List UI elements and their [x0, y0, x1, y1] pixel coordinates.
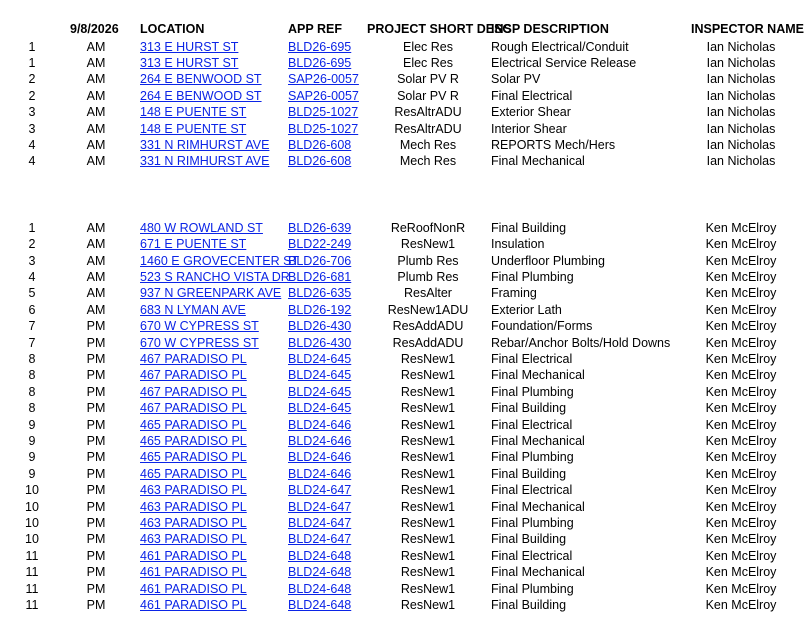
app-ref-link[interactable]: BLD24-645 — [288, 352, 352, 366]
project-short-desc: Mech Res — [399, 154, 457, 169]
row-number: 10 — [25, 483, 39, 498]
inspector-name: Ken McElroy — [705, 581, 777, 596]
table-row — [0, 351, 811, 367]
inspector-name: Ken McElroy — [705, 319, 777, 334]
row-number: 8 — [28, 352, 36, 366]
insp-description: Rough Electrical/Conduit — [491, 39, 629, 54]
insp-description: Final Plumbing — [491, 384, 574, 399]
inspector-name: Ken McElroy — [705, 401, 777, 416]
row-number: 11 — [25, 598, 39, 612]
table-row — [0, 384, 811, 400]
row-time: PM — [86, 335, 106, 350]
table-row — [0, 220, 811, 236]
location-link[interactable]: 461 PARADISO PL — [140, 598, 247, 612]
inspector-name: Ian Nicholas — [706, 137, 776, 152]
location-link[interactable]: 670 W CYPRESS ST — [140, 319, 259, 334]
project-short-desc: ResNew1 — [400, 237, 456, 252]
row-time: PM — [86, 532, 106, 547]
inspector-name: Ian Nicholas — [706, 72, 776, 87]
inspector-name: Ian Nicholas — [706, 105, 776, 120]
header-project-short-desc: PROJECT SHORT DESC — [367, 22, 512, 36]
insp-description: Interior Shear — [491, 121, 567, 136]
project-short-desc: ResAltrADU — [394, 121, 462, 136]
insp-description: Final Electrical — [491, 548, 573, 563]
project-short-desc: ResAlter — [404, 286, 452, 301]
inspector-name: Ken McElroy — [705, 253, 777, 268]
header-date: 9/8/2026 — [70, 22, 119, 36]
app-ref-link[interactable]: SAP26-0057 — [288, 72, 359, 87]
location-link[interactable]: 313 E HURST ST — [140, 39, 239, 54]
inspector-name: Ken McElroy — [705, 352, 777, 366]
app-ref-link[interactable]: BLD24-645 — [288, 384, 352, 399]
app-ref-link[interactable]: BLD26-639 — [288, 220, 352, 235]
project-short-desc: ResAltrADU — [394, 105, 462, 120]
location-link[interactable]: 480 W ROWLAND ST — [140, 220, 263, 235]
row-time: AM — [86, 237, 106, 252]
project-short-desc: ResNew1 — [400, 384, 456, 399]
project-short-desc: ResNew1 — [400, 483, 456, 498]
table-row — [0, 39, 811, 55]
location-link[interactable]: 148 E PUENTE ST — [140, 121, 247, 136]
app-ref-link[interactable]: BLD22-249 — [288, 237, 352, 252]
location-link[interactable]: 683 N LYMAN AVE — [140, 302, 246, 317]
row-number: 9 — [28, 417, 36, 432]
app-ref-link[interactable]: BLD24-645 — [288, 401, 352, 416]
insp-description: Final Building — [491, 220, 567, 235]
row-time: PM — [86, 450, 106, 465]
row-time: PM — [86, 417, 106, 432]
row-number: 4 — [28, 270, 36, 284]
table-row — [0, 581, 811, 597]
table-row — [0, 153, 811, 169]
location-link[interactable]: 331 N RIMHURST AVE — [140, 154, 270, 169]
row-number: 2 — [28, 237, 36, 252]
insp-description: Exterior Lath — [491, 302, 562, 317]
row-number: 3 — [28, 121, 36, 136]
insp-description: Final Electrical — [491, 483, 573, 498]
row-number: 3 — [28, 105, 36, 120]
row-time: AM — [86, 105, 106, 120]
row-number: 2 — [28, 72, 36, 87]
project-short-desc: ReRoofNonR — [390, 220, 466, 235]
row-time: AM — [86, 137, 106, 152]
insp-description: Final Electrical — [491, 352, 573, 366]
location-link[interactable]: 467 PARADISO PL — [140, 401, 247, 416]
app-ref-link[interactable]: BLD24-647 — [288, 499, 352, 514]
insp-description: Final Mechanical — [491, 499, 585, 514]
row-number: 6 — [28, 302, 36, 317]
row-number: 8 — [28, 368, 36, 383]
location-link[interactable]: 465 PARADISO PL — [140, 466, 247, 481]
table-row — [0, 531, 811, 547]
app-ref-link[interactable]: BLD26-681 — [288, 270, 352, 284]
location-link[interactable]: 463 PARADISO PL — [140, 499, 247, 514]
row-time: AM — [86, 270, 106, 284]
table-row — [0, 253, 811, 269]
project-short-desc: ResNew1 — [400, 565, 456, 580]
table-row — [0, 417, 811, 433]
app-ref-link[interactable]: BLD24-645 — [288, 368, 352, 383]
location-link[interactable]: 465 PARADISO PL — [140, 450, 247, 465]
inspector-name: Ken McElroy — [705, 499, 777, 514]
project-short-desc: ResNew1 — [400, 434, 456, 448]
insp-description: Electrical Service Release — [491, 55, 637, 70]
table-row — [0, 499, 811, 515]
app-ref-link[interactable]: BLD26-430 — [288, 319, 352, 334]
inspector-name: Ian Nicholas — [706, 154, 776, 169]
header-insp-description: INSP DESCRIPTION — [491, 22, 609, 36]
row-time: PM — [86, 483, 106, 498]
row-number: 5 — [28, 286, 36, 301]
row-number: 9 — [28, 450, 36, 465]
table-row — [0, 302, 811, 318]
app-ref-link[interactable]: BLD24-648 — [288, 548, 352, 563]
inspector-name: Ken McElroy — [705, 548, 777, 563]
location-link[interactable]: 467 PARADISO PL — [140, 352, 247, 366]
row-number: 8 — [28, 384, 36, 399]
insp-description: Final Electrical — [491, 417, 573, 432]
app-ref-link[interactable]: BLD26-695 — [288, 55, 352, 70]
project-short-desc: ResNew1 — [400, 532, 456, 547]
row-time: PM — [86, 434, 106, 448]
location-link[interactable]: 264 E BENWOOD ST — [140, 88, 262, 103]
header-app-ref: APP REF — [288, 22, 342, 36]
project-short-desc: ResAddADU — [392, 319, 464, 334]
insp-description: Framing — [491, 286, 537, 301]
inspector-name: Ken McElroy — [705, 466, 777, 481]
location-link[interactable]: 463 PARADISO PL — [140, 532, 247, 547]
app-ref-link[interactable]: BLD26-706 — [288, 253, 352, 268]
row-number: 1 — [28, 39, 36, 54]
header-inspector-name: INSPECTOR NAME — [691, 22, 804, 36]
header-location: LOCATION — [140, 22, 205, 36]
table-row — [0, 318, 811, 334]
inspector-name: Ken McElroy — [705, 417, 777, 432]
inspector-name: Ian Nicholas — [706, 88, 776, 103]
location-link[interactable]: 467 PARADISO PL — [140, 368, 247, 383]
inspector-name: Ken McElroy — [705, 237, 777, 252]
inspector-name: Ken McElroy — [705, 532, 777, 547]
inspector-name: Ken McElroy — [705, 516, 777, 530]
insp-description: Final Building — [491, 401, 567, 416]
app-ref-link[interactable]: BLD24-648 — [288, 565, 352, 580]
project-short-desc: Elec Res — [402, 55, 454, 70]
table-row — [0, 71, 811, 87]
location-link[interactable]: 264 E BENWOOD ST — [140, 72, 262, 87]
project-short-desc: Plumb Res — [397, 270, 459, 284]
project-short-desc: ResNew1 — [400, 417, 456, 432]
row-number: 11 — [25, 581, 39, 596]
inspector-name: Ken McElroy — [705, 220, 777, 235]
project-short-desc: Elec Res — [402, 39, 454, 54]
row-time: AM — [86, 286, 106, 301]
row-time: PM — [86, 401, 106, 416]
row-number: 4 — [28, 154, 36, 169]
inspector-name: Ian Nicholas — [706, 121, 776, 136]
app-ref-link[interactable]: BLD24-646 — [288, 450, 352, 465]
insp-description: Final Building — [491, 598, 567, 612]
location-link[interactable]: 148 E PUENTE ST — [140, 105, 247, 120]
app-ref-link[interactable]: BLD24-647 — [288, 483, 352, 498]
app-ref-link[interactable]: BLD25-1027 — [288, 121, 359, 136]
row-time: AM — [86, 302, 106, 317]
row-number: 1 — [28, 220, 36, 235]
row-time: PM — [86, 319, 106, 334]
table-row — [0, 597, 811, 613]
row-number: 7 — [28, 335, 36, 350]
location-link[interactable]: 465 PARADISO PL — [140, 434, 247, 448]
app-ref-link[interactable]: BLD24-646 — [288, 434, 352, 448]
row-number: 1 — [28, 55, 36, 70]
app-ref-link[interactable]: BLD26-430 — [288, 335, 352, 350]
app-ref-link[interactable]: BLD25-1027 — [288, 105, 359, 120]
row-number: 3 — [28, 253, 36, 268]
row-time: PM — [86, 352, 106, 366]
insp-description: Final Plumbing — [491, 450, 574, 465]
row-time: PM — [86, 466, 106, 481]
table-row — [0, 482, 811, 498]
table-row — [0, 548, 811, 564]
row-time: AM — [86, 55, 106, 70]
project-short-desc: ResNew1 — [400, 516, 456, 530]
insp-description: Solar PV — [491, 72, 541, 87]
inspector-name: Ian Nicholas — [706, 55, 776, 70]
insp-description: Rebar/Anchor Bolts/Hold Downs — [491, 335, 671, 350]
row-number: 11 — [25, 565, 39, 580]
table-row — [0, 466, 811, 482]
row-number: 2 — [28, 88, 36, 103]
insp-description: Final Mechanical — [491, 154, 585, 169]
row-time: PM — [86, 581, 106, 596]
table-row — [0, 236, 811, 252]
location-link[interactable]: 1460 E GROVECENTER ST — [140, 253, 300, 268]
table-row — [0, 564, 811, 580]
app-ref-link[interactable]: BLD24-648 — [288, 581, 352, 596]
row-number: 9 — [28, 434, 36, 448]
row-number: 4 — [28, 137, 36, 152]
row-time: PM — [86, 598, 106, 612]
row-time: PM — [86, 368, 106, 383]
app-ref-link[interactable]: BLD24-647 — [288, 516, 352, 530]
app-ref-link[interactable]: BLD24-646 — [288, 466, 352, 481]
insp-description: Final Plumbing — [491, 516, 574, 530]
insp-description: Final Building — [491, 466, 567, 481]
table-row — [0, 269, 811, 285]
insp-description: Final Plumbing — [491, 270, 574, 284]
row-time: PM — [86, 384, 106, 399]
location-link[interactable]: 461 PARADISO PL — [140, 581, 247, 596]
inspector-name: Ken McElroy — [705, 450, 777, 465]
project-short-desc: ResNew1 — [400, 548, 456, 563]
project-short-desc: Mech Res — [399, 137, 457, 152]
row-number: 7 — [28, 319, 36, 334]
app-ref-link[interactable]: BLD26-192 — [288, 302, 352, 317]
location-link[interactable]: 463 PARADISO PL — [140, 516, 247, 530]
project-short-desc: ResNew1 — [400, 466, 456, 481]
app-ref-link[interactable]: BLD24-647 — [288, 532, 352, 547]
inspector-name: Ken McElroy — [705, 384, 777, 399]
project-short-desc: ResNew1 — [400, 450, 456, 465]
table-row — [0, 285, 811, 301]
row-time: PM — [86, 499, 106, 514]
project-short-desc: Solar PV R — [397, 72, 459, 87]
inspector-name: Ken McElroy — [705, 483, 777, 498]
project-short-desc: ResNew1 — [400, 401, 456, 416]
app-ref-link[interactable]: BLD26-608 — [288, 154, 352, 169]
row-number: 9 — [28, 466, 36, 481]
insp-description: Final Plumbing — [491, 581, 574, 596]
inspector-name: Ken McElroy — [705, 368, 777, 383]
row-time: AM — [86, 72, 106, 87]
location-link[interactable]: 937 N GREENPARK AVE — [140, 286, 282, 301]
table-row — [0, 367, 811, 383]
location-link[interactable]: 467 PARADISO PL — [140, 384, 247, 399]
row-time: AM — [86, 154, 106, 169]
row-time: PM — [86, 516, 106, 530]
location-link[interactable]: 523 S RANCHO VISTA DR — [140, 270, 290, 284]
inspector-name: Ken McElroy — [705, 335, 777, 350]
project-short-desc: ResNew1 — [400, 499, 456, 514]
row-number: 8 — [28, 401, 36, 416]
insp-description: Exterior Shear — [491, 105, 571, 120]
table-row — [0, 449, 811, 465]
table-row — [0, 400, 811, 416]
location-link[interactable]: 331 N RIMHURST AVE — [140, 137, 270, 152]
insp-description: Final Mechanical — [491, 434, 585, 448]
project-short-desc: Plumb Res — [397, 253, 459, 268]
inspector-name: Ian Nicholas — [706, 39, 776, 54]
project-short-desc: ResNew1 — [400, 352, 456, 366]
table-row — [0, 55, 811, 71]
inspector-name: Ken McElroy — [705, 270, 777, 284]
app-ref-link[interactable]: SAP26-0057 — [288, 88, 359, 103]
row-time: AM — [86, 220, 106, 235]
location-link[interactable]: 463 PARADISO PL — [140, 483, 247, 498]
insp-description: Final Building — [491, 532, 567, 547]
project-short-desc: ResNew1 — [400, 581, 456, 596]
row-number: 11 — [25, 548, 39, 563]
row-time: AM — [86, 88, 106, 103]
row-number: 10 — [25, 516, 39, 530]
project-short-desc: ResNew1 — [400, 368, 456, 383]
row-time: AM — [86, 39, 106, 54]
row-number: 10 — [25, 499, 39, 514]
insp-description: Final Mechanical — [491, 368, 585, 383]
app-ref-link[interactable]: BLD26-695 — [288, 39, 352, 54]
location-link[interactable]: 670 W CYPRESS ST — [140, 335, 259, 350]
table-row — [0, 88, 811, 104]
project-short-desc: ResNew1 — [400, 598, 456, 612]
row-number: 10 — [25, 532, 39, 547]
insp-description: Final Mechanical — [491, 565, 585, 580]
location-link[interactable]: 461 PARADISO PL — [140, 548, 247, 563]
insp-description: Final Electrical — [491, 88, 573, 103]
project-short-desc: ResNew1ADU — [387, 302, 469, 317]
location-link[interactable]: 465 PARADISO PL — [140, 417, 247, 432]
row-time: PM — [86, 548, 106, 563]
insp-description: Foundation/Forms — [491, 319, 593, 334]
table-row — [0, 104, 811, 120]
project-short-desc: Solar PV R — [397, 88, 459, 103]
inspector-name: Ken McElroy — [705, 286, 777, 301]
app-ref-link[interactable]: BLD24-648 — [288, 598, 352, 612]
insp-description: Insulation — [491, 237, 545, 252]
inspector-name: Ken McElroy — [705, 598, 777, 612]
app-ref-link[interactable]: BLD24-646 — [288, 417, 352, 432]
table-row — [0, 335, 811, 351]
app-ref-link[interactable]: BLD26-635 — [288, 286, 352, 301]
insp-description: REPORTS Mech/Hers — [491, 137, 616, 152]
table-row — [0, 137, 811, 153]
inspector-name: Ken McElroy — [705, 565, 777, 580]
row-time: AM — [86, 253, 106, 268]
table-row — [0, 515, 811, 531]
app-ref-link[interactable]: BLD26-608 — [288, 137, 352, 152]
row-time: AM — [86, 121, 106, 136]
table-row — [0, 121, 811, 137]
insp-description: Underfloor Plumbing — [491, 253, 605, 268]
row-time: PM — [86, 565, 106, 580]
project-short-desc: ResAddADU — [392, 335, 464, 350]
location-link[interactable]: 461 PARADISO PL — [140, 565, 247, 580]
table-row — [0, 433, 811, 449]
location-link[interactable]: 313 E HURST ST — [140, 55, 239, 70]
inspector-name: Ken McElroy — [705, 302, 777, 317]
location-link[interactable]: 671 E PUENTE ST — [140, 237, 247, 252]
inspector-name: Ken McElroy — [705, 434, 777, 448]
